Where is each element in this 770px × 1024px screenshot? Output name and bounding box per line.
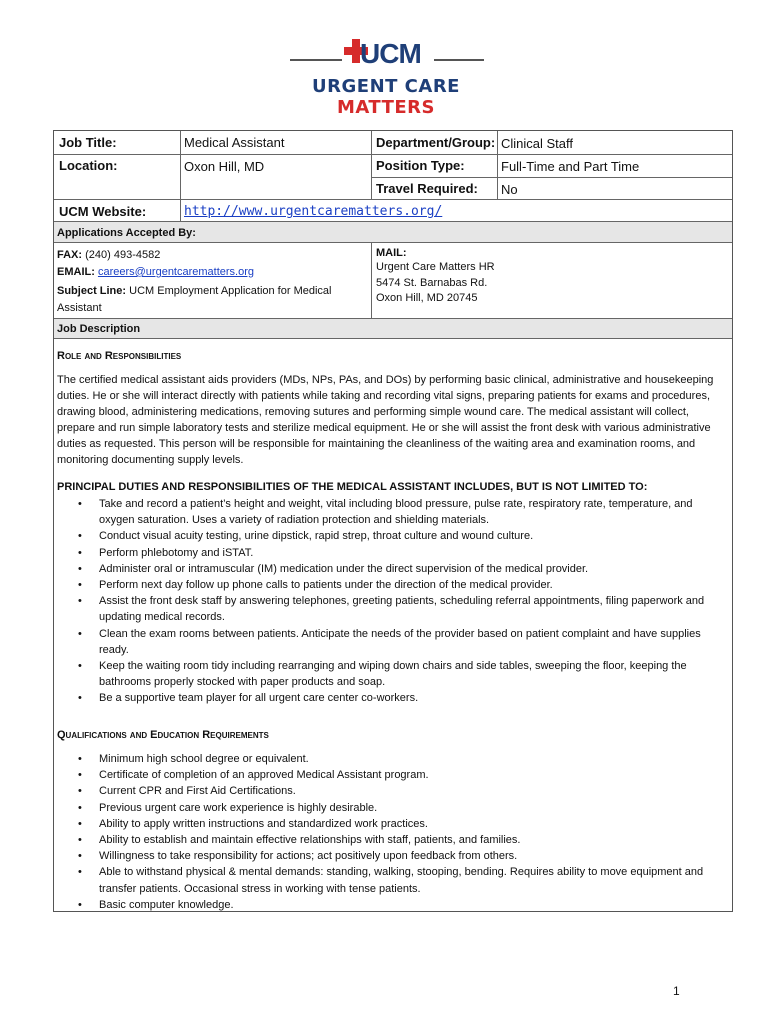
logo-left-rule	[290, 59, 342, 61]
location-label: Location:	[59, 158, 118, 173]
divider	[54, 199, 732, 200]
applications-header: Applications Accepted By:	[57, 227, 196, 239]
list-item: • Clean the exam rooms between patients. Anticipate the needs of the provider based on patient complaint and have supplies ready.	[54, 626, 722, 658]
divider	[54, 338, 732, 339]
divider	[54, 154, 732, 155]
location-value: Oxon Hill, MD	[184, 159, 265, 174]
list-item: • Perform next day follow up phone calls to patients under the direction of the medical provider.	[54, 577, 722, 593]
duties-list-wrap	[54, 496, 722, 707]
job-title-label: Job Title:	[59, 135, 117, 150]
list-item: • Certificate of completion of an approved Medical Assistant program.	[54, 767, 722, 783]
job-title-value: Medical Assistant	[184, 135, 285, 150]
list-item: • Minimum high school degree or equivalent.	[54, 751, 722, 767]
travel-label: Travel Required:	[376, 181, 478, 196]
list-item: • Take and record a patient’s height and weight, vital including blood pressure, pulse rate, respiratory rate, temperature, and oxygen saturation. Uses a variety of radiation protection and shielding materials.	[54, 496, 722, 528]
mail-address: Urgent Care Matters HR 5474 St. Barnabas Rd. Oxon Hill, MD 20745	[376, 261, 495, 304]
list-item: • Administer oral or intramuscular (IM) medication under the direct supervision of the medical provider.	[54, 561, 722, 577]
list-item: • Able to withstand physical & mental demands: standing, walking, stooping, bending. Requires ability to move equipment and transfer patients. Occasional stress in working with tense patients.	[54, 864, 722, 896]
list-item: • Perform phlebotomy and iSTAT.	[54, 545, 722, 561]
company-logo	[288, 32, 488, 118]
department-value: Clinical Staff	[501, 136, 574, 151]
position-type-value: Full-Time and Part Time	[501, 159, 640, 174]
list-item: • Conduct visual acuity testing, urine dipstick, rapid strep, throat culture and wound culture.	[54, 528, 722, 544]
job-posting-table	[53, 130, 733, 912]
page-number: 1	[673, 984, 680, 998]
divider	[180, 131, 181, 221]
mail-label: MAIL:	[376, 247, 407, 259]
email-line: EMAIL: careers@urgentcarematters.org	[57, 266, 255, 278]
qualifications-list	[54, 751, 722, 913]
list-item: • Willingness to take responsibility for actions; act positively upon feedback from others.	[54, 848, 722, 864]
list-item: • Keep the waiting room tidy including rearranging and wiping down chairs and side tables, sweeping the floor, keeping the bathrooms properly stocked with paper products and soap.	[54, 658, 722, 690]
divider	[371, 177, 732, 178]
divider	[371, 242, 372, 318]
qualifications-heading: Qualifications and Education Requirements	[57, 729, 269, 741]
list-item: • Ability to apply written instructions and standardized work practices.	[54, 816, 722, 832]
email-link[interactable]: careers@urgentcarematters.org	[97, 266, 255, 278]
list-item: • Assist the front desk staff by answering telephones, greeting patients, scheduling referral appointments, filing paperwork and updating medical records.	[54, 593, 722, 625]
duties-list	[54, 496, 722, 707]
logo-right-rule	[434, 59, 484, 61]
divider	[371, 131, 372, 199]
job-description-header-band	[54, 319, 732, 338]
travel-value: No	[501, 182, 518, 197]
fax-line: FAX: (240) 493-4582	[57, 249, 161, 261]
list-item: • Ability to establish and maintain effective relationships with staff, patients, and families.	[54, 832, 722, 848]
qualifications-list-wrap	[54, 751, 722, 913]
logo-abbrev: UCM	[360, 38, 421, 69]
list-item: • Previous urgent care work experience is highly desirable.	[54, 800, 722, 816]
list-item: • Basic computer knowledge.	[54, 897, 722, 913]
divider	[497, 131, 498, 199]
roles-text: The certified medical assistant aids providers (MDs, NPs, PAs, and DOs) by performing basic clinical, administrative and housekeeping duties. He or she will interact directly with patients while taking and recording vital signs, preparing patients for exams and procedures, drawing blood, administering medications, removing sutures and performing simple wound care. The medical assistant will collect, prepare and run simple laboratory tests and sterilize medical equipment. He or she will assist the front desk with various administrative duties as requested. This person will be responsible for maintaining the cleanliness of the waiting area and examination rooms, and monitoring documenting supply levels.	[57, 374, 714, 466]
duties-heading: PRINCIPAL DUTIES AND RESPONSIBILITIES OF THE MEDICAL ASSISTANT INCLUDES, BUT IS NOT LIMITED TO:	[57, 481, 648, 493]
website-link[interactable]: http://www.urgentcarematters.org/	[184, 204, 443, 219]
website-label: UCM Website:	[59, 204, 147, 219]
position-type-label: Position Type:	[376, 158, 465, 173]
subject-line: Subject Line: UCM Employment Application for Medical Assistant	[57, 285, 332, 314]
list-item: • Current CPR and First Aid Certifications.	[54, 783, 722, 799]
logo-company-name: URGENT CARE MATTERS	[312, 76, 460, 118]
department-label: Department/Group:	[376, 135, 496, 150]
divider	[54, 242, 732, 243]
job-description-header: Job Description	[57, 323, 141, 335]
list-item: • Be a supportive team player for all urgent care center co-workers.	[54, 690, 722, 706]
roles-heading: Role and Responsibilities	[57, 350, 182, 362]
